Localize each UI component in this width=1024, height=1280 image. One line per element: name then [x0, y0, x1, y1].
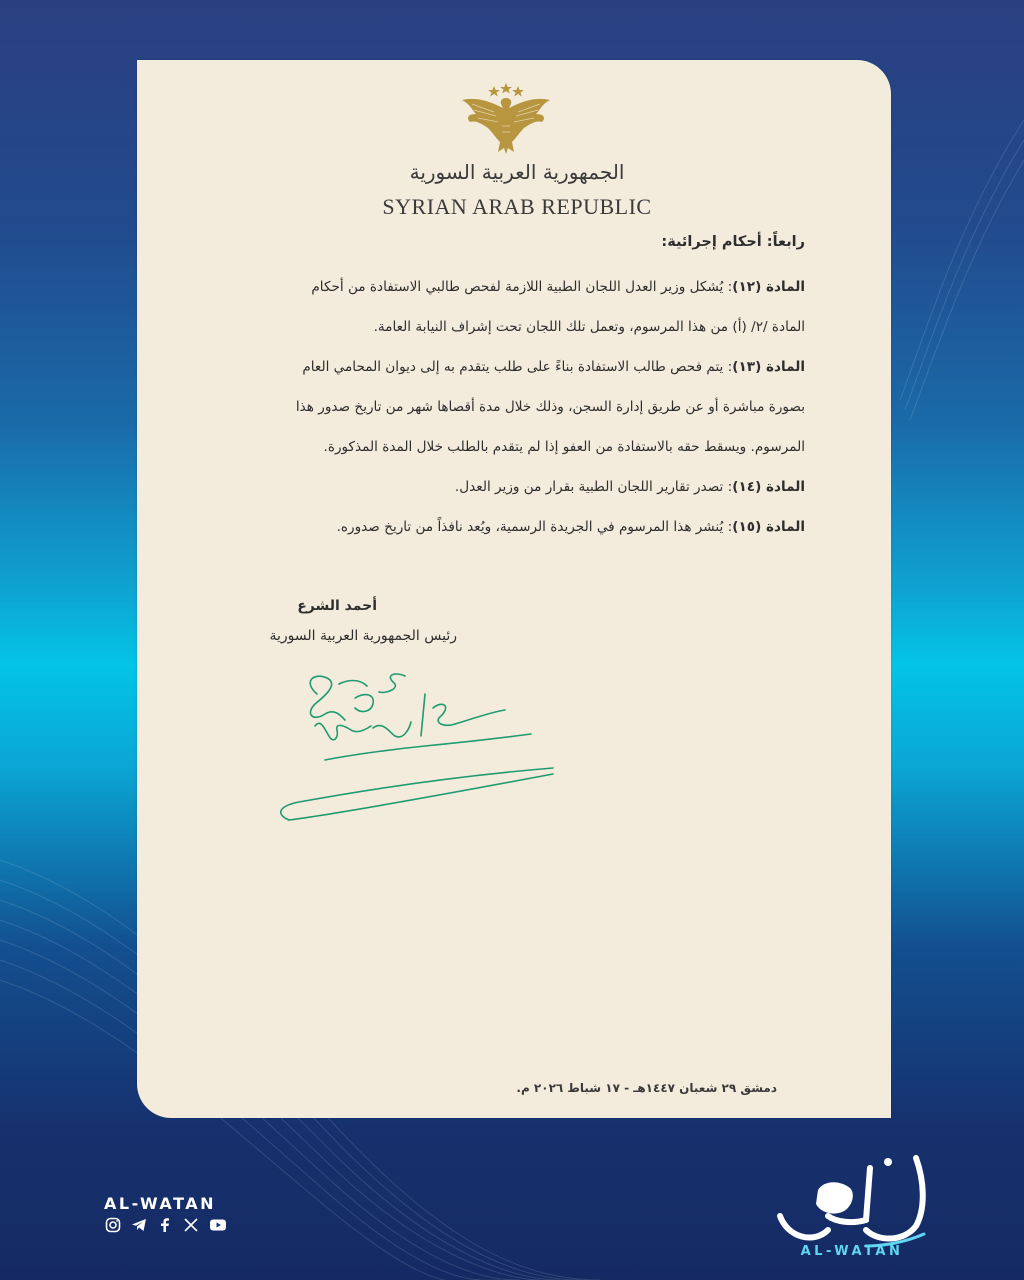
- decree-document: [137, 60, 891, 1118]
- logo-text: AL-WATAN: [800, 1244, 904, 1259]
- article-text: : يتم فحص طالب الاستفادة بناءً على طلب يتقدم به إلى ديوان المحامي العام: [302, 359, 733, 375]
- body-line: [233, 427, 805, 467]
- brand-name: AL-WATAN: [104, 1194, 217, 1213]
- body-line: [233, 387, 805, 427]
- body-line: [233, 507, 805, 547]
- article-text: : تصدر تقارير اللجان الطبية بقرار من وزير العدل.: [454, 479, 733, 495]
- decree-date: دمشق ٢٩ شعبان ١٤٤٧هـ - ١٧ شباط ٢٠٢٦ م.: [516, 1081, 777, 1095]
- section-title: رابعاً: أحكام إجرائية:: [661, 234, 805, 250]
- x-icon[interactable]: [182, 1216, 200, 1234]
- article-label: المادة (١٢): [732, 279, 805, 295]
- telegram-icon[interactable]: [130, 1216, 148, 1234]
- article-label: المادة (١٤): [732, 479, 805, 495]
- article-text: المادة /٢/ (أ) من هذا المرسوم، وتعمل تلك اللجان تحت إشراف النيابة العامة.: [373, 319, 805, 335]
- article-text: : يُشكل وزير العدل اللجان الطبية اللازمة لفحص طالبي الاستفادة من أحكام: [311, 279, 733, 295]
- body-line: [233, 467, 805, 507]
- eagle-emblem-icon: [458, 82, 554, 154]
- body-line: [233, 347, 805, 387]
- facebook-icon[interactable]: [156, 1216, 174, 1234]
- letterhead-arabic: الجمهورية العربية السورية: [409, 160, 625, 184]
- youtube-icon[interactable]: [208, 1216, 226, 1234]
- article-text: بصورة مباشرة أو عن طريق إدارة السجن، وذلك خلال مدة أقصاها شهر من تاريخ صدور هذا: [295, 399, 805, 415]
- signer-name: أحمد الشرع: [297, 598, 377, 614]
- decree-body: [233, 234, 805, 547]
- signer-title: رئيس الجمهورية العربية السورية: [269, 628, 457, 644]
- article-label: المادة (١٥): [732, 519, 805, 535]
- article-text: المرسوم. ويسقط حقه بالاستفادة من العفو إذا لم يتقدم بالطلب خلال المدة المذكورة.: [323, 439, 805, 455]
- instagram-icon[interactable]: [104, 1216, 122, 1234]
- article-text: : يُنشر هذا المرسوم في الجريدة الرسمية، ويُعد نافذاً من تاريخ صدوره.: [336, 519, 733, 535]
- letterhead-english: SYRIAN ARAB REPUBLIC: [382, 194, 652, 219]
- signature-image: [255, 664, 565, 844]
- body-line: [233, 267, 805, 307]
- body-line: [233, 307, 805, 347]
- social-links: [104, 1216, 226, 1234]
- article-label: المادة (١٣): [732, 359, 805, 375]
